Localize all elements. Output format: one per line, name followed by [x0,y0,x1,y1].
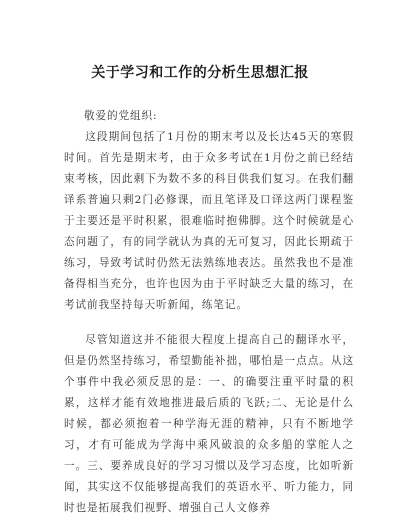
salutation: 敬爱的党组织: [84,110,158,122]
paragraph-text: 这段期间包括了1月份的期末考以及长达45天的寒假时间。首先是期末考，由于众多考试在1月份之前已经结束考核，因此剩下为数不多的科目供我们复习。在我们翻译系普遍只剩2门必修课，而且笔译及口译这两门课程鉴于主要还是平时积累，很难临时抱佛脚。这个时候就是心态问题了，有的同学就认为真的无可复习，因此长期疏于练习，导致考试时仍然无法熟练地表达。虽然我也不是准备得相当充分，也许也因为由于平时缺乏大量的练习，在考试前我坚持每天听新闻，练笔记。 [64,131,354,311]
document-title: 关于学习和工作的分析生思想汇报 [91,65,309,81]
paragraph-2 [64,330,354,519]
paragraph-text: 尽管知道这并不能很大程度上提高自己的翻译水平，但是仍然坚持练习，希望勤能补拙，哪怕是一点点。从这个事件中我必须反思的是：一、的确要注重平时量的积累，这样才能有效地推进最后质的飞跃;二、无论是什么时候，都必须抱着一种学海无涯的精神，只有不断地学习，才有可能成为学海中乘风破浪的众多船的掌舵人之一。三、要养成良好的学习习惯以及学习态度，比如听新闻，其实这不仅能够提高我们的英语水平、听力能力，同时也是拓展我们视野、增强自己人文修养 [64,334,354,514]
paragraph-1 [64,127,354,316]
